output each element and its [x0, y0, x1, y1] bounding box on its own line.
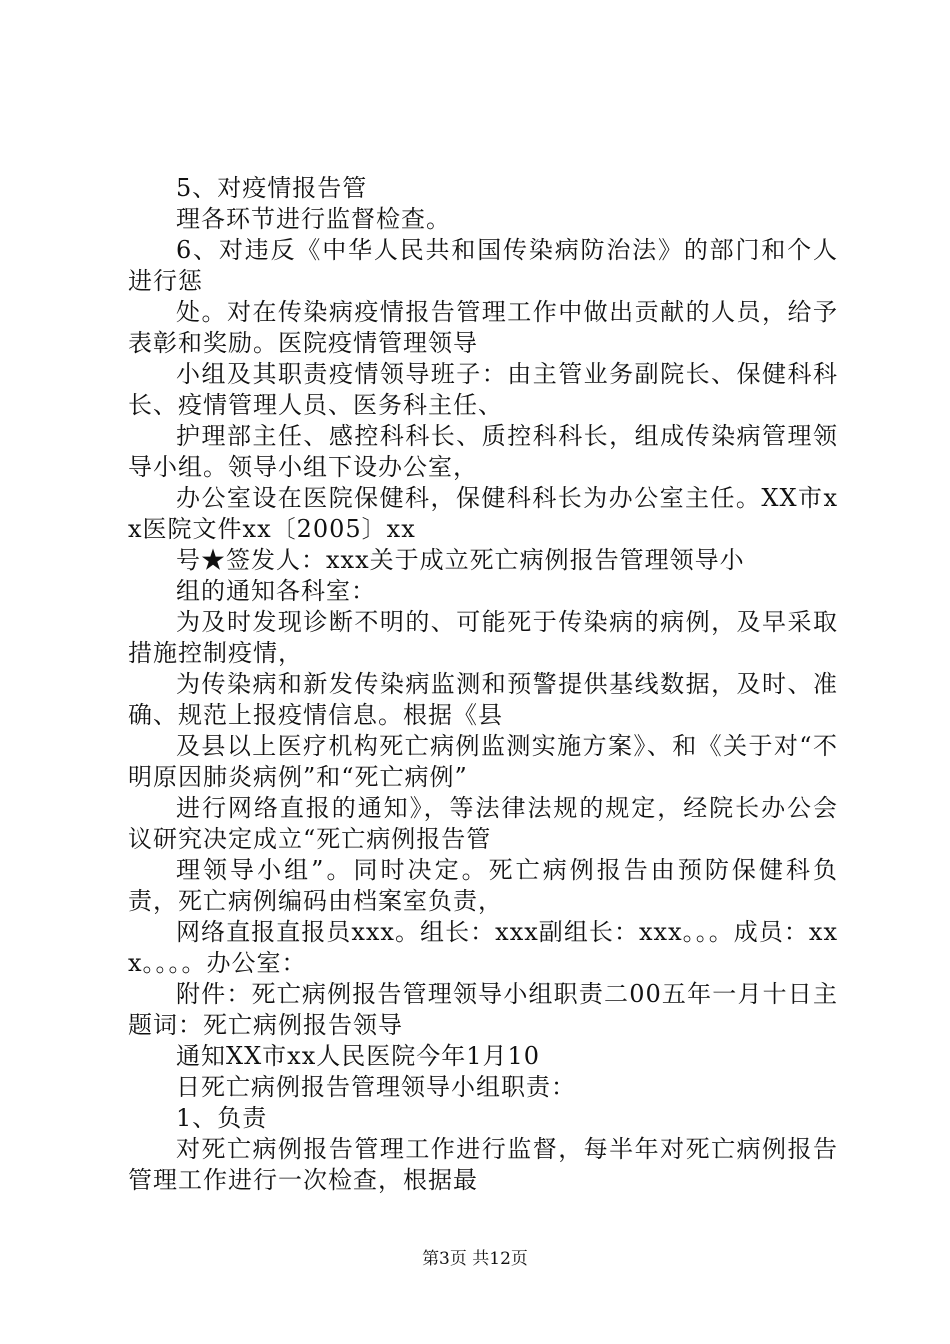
paragraph: 为及时发现诊断不明的、可能死于传染病的病例，及早采取措施控制疫情，	[128, 608, 838, 667]
page-number-footer: 第3页 共12页	[422, 1249, 528, 1269]
paragraph: 通知XX市xx人民医院今年1月10	[176, 1042, 541, 1070]
paragraph: 号★签发人：xxx关于成立死亡病例报告管理领导小	[176, 546, 745, 574]
paragraph: 理领导小组”。同时决定。死亡病例报告由预防保健科负责，死亡病例编码由档案室负责，	[128, 856, 838, 915]
paragraph: 为传染病和新发传染病监测和预警提供基线数据，及时、准确、规范上报疫情信息。根据《县	[128, 670, 838, 729]
paragraph: 小组及其职责疫情领导班子：由主管业务副院长、保健科科长、疫情管理人员、医务科主任、	[128, 360, 838, 419]
paragraph: 处。对在传染病疫情报告管理工作中做出贡献的人员，给予表彰和奖励。医院疫情管理领导	[128, 298, 838, 357]
paragraph: 附件：死亡病例报告管理领导小组职责二00五年一月十日主题词：死亡病例报告领导	[128, 980, 838, 1039]
paragraph: 护理部主任、感控科科长、质控科科长，组成传染病管理领导小组。领导小组下设办公室，	[128, 422, 838, 481]
paragraph: 组的通知各科室：	[176, 577, 376, 605]
paragraph: 日死亡病例报告管理领导小组职责：	[176, 1073, 576, 1101]
paragraph: 5、对疫情报告管	[176, 174, 368, 202]
paragraph: 对死亡病例报告管理工作进行监督，每半年对死亡病例报告管理工作进行一次检查，根据最	[128, 1135, 838, 1194]
paragraph: 网络直报直报员xxx。组长：xxx副组长：xxx。。。成员：xxx。。。。办公室：	[128, 918, 838, 977]
paragraph: 6、对违反《中华人民共和国传染病防治法》的部门和个人进行惩	[128, 236, 838, 295]
paragraph: 及县以上医疗机构死亡病例监测实施方案》、和《关于对“不明原因肺炎病例”和“死亡病例”	[128, 732, 838, 791]
paragraph: 进行网络直报的通知》，等法律法规的规定，经院长办公会议研究决定成立“死亡病例报告管	[128, 794, 838, 853]
paragraph: 1、负责	[176, 1104, 268, 1132]
paragraph: 办公室设在医院保健科，保健科科长为办公室主任。XX市xx医院文件xx〔2005〕xx	[128, 484, 838, 543]
document-body	[128, 173, 838, 1196]
paragraph: 理各环节进行监督检查。	[176, 205, 451, 233]
